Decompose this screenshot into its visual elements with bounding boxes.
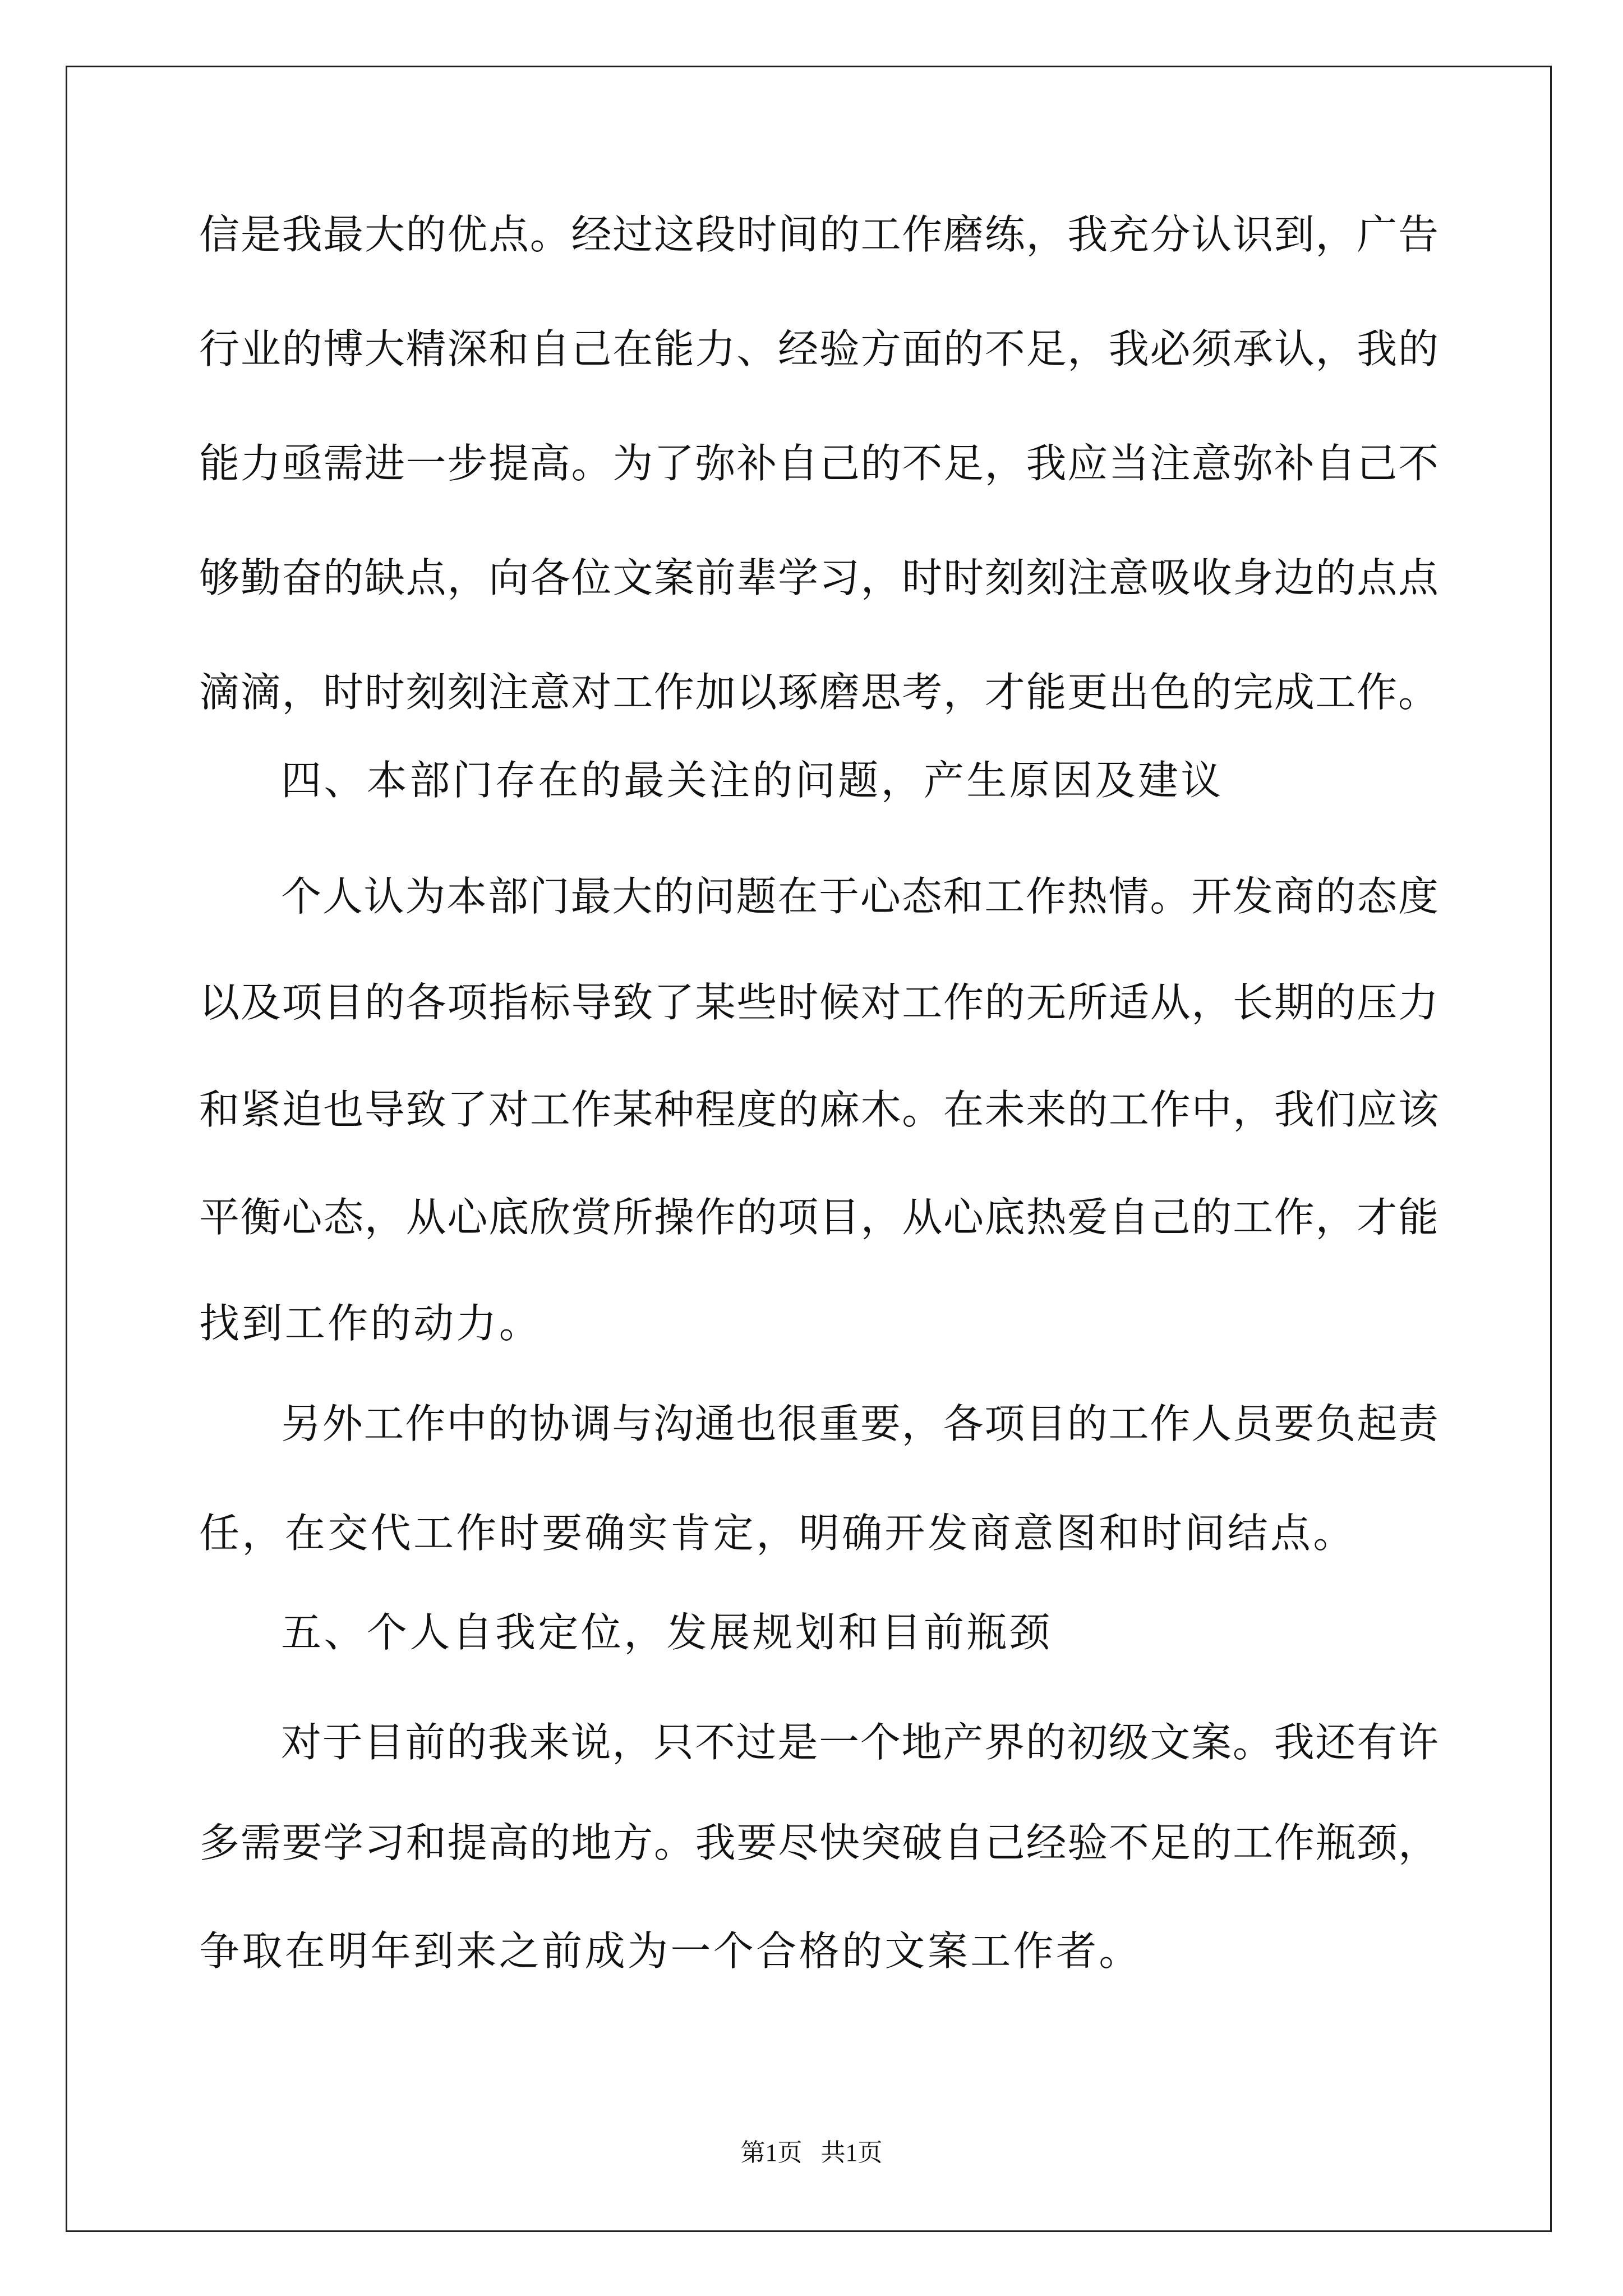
body-line-2: 行业的博大精深和自己在能力、经验方面的不足，我必须承认，我的 [199, 325, 1438, 372]
body-line-3: 能力亟需进一步提高。为了弥补自己的不足，我应当注意弥补自己不 [199, 440, 1438, 487]
body-line-4: 够勤奋的缺点，向各位文案前辈学习，时时刻刻注意吸收身边的点点 [199, 554, 1438, 601]
body-line-12: 另外工作中的协调与沟通也很重要，各项目的工作人员要负起责 [281, 1400, 1438, 1447]
section-heading-4: 四、本部门存在的最关注的问题，产生原因及建议 [281, 757, 1224, 804]
page-total: 共1页 [820, 2139, 883, 2166]
body-line-1: 信是我最大的优点。经过这段时间的工作磨练，我充分认识到，广告 [199, 211, 1438, 258]
body-line-7: 个人认为本部门最大的问题在于心态和工作热情。开发商的态度 [281, 873, 1438, 920]
page-border [66, 66, 1552, 2232]
body-line-11: 找到工作的动力。 [199, 1300, 542, 1347]
body-line-10: 平衡心态，从心底欣赏所操作的项目，从心底热爱自己的工作，才能 [199, 1194, 1438, 1241]
page-number: 第1页 [740, 2139, 803, 2166]
body-line-15: 对于目前的我来说，只不过是一个地产界的初级文案。我还有许 [281, 1719, 1438, 1766]
page-footer [0, 2136, 1623, 2170]
body-line-8: 以及项目的各项指标导致了某些时候对工作的无所适从，长期的压力 [199, 979, 1438, 1026]
body-line-13: 任，在交代工作时要确实肯定，明确开发商意图和时间结点。 [199, 1510, 1356, 1557]
section-heading-5: 五、个人自我定位，发展规划和目前瓶颈 [281, 1609, 1053, 1656]
body-line-16: 多需要学习和提高的地方。我要尽快突破自己经验不足的工作瓶颈， [199, 1819, 1438, 1866]
body-line-17: 争取在明年到来之前成为一个合格的文案工作者。 [199, 1927, 1142, 1975]
body-line-9: 和紧迫也导致了对工作某种程度的麻木。在未来的工作中，我们应该 [199, 1086, 1438, 1133]
body-line-5: 滴滴，时时刻刻注意对工作加以琢磨思考，才能更出色的完成工作。 [199, 669, 1438, 716]
